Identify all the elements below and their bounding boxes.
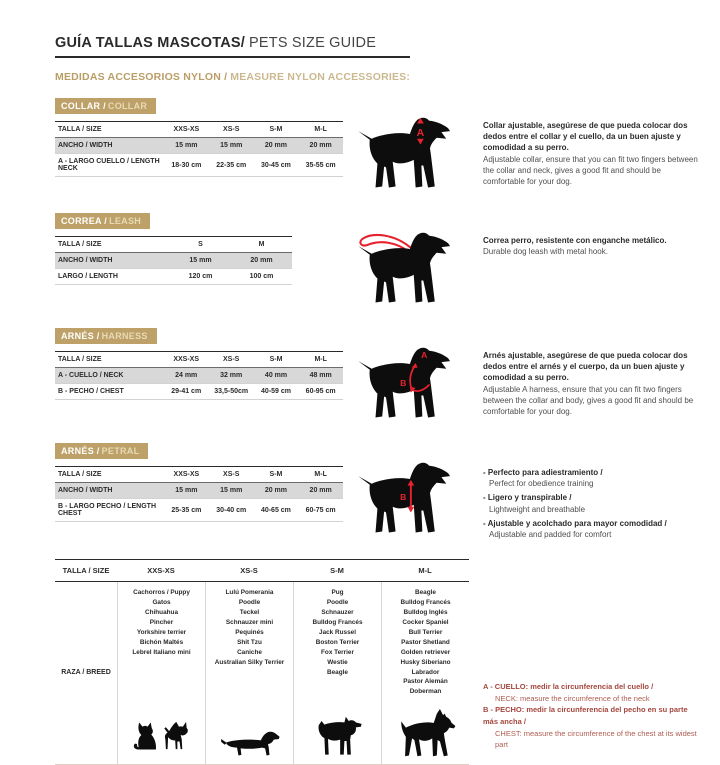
size-table: [55, 466, 343, 522]
breed-table: [55, 559, 469, 765]
size-table: [55, 121, 343, 177]
size-header-cell: S-M: [254, 122, 299, 138]
table-row: [55, 154, 343, 177]
size-header-label: TALLA / SIZE: [55, 122, 164, 138]
size-table: [55, 351, 343, 400]
breed-name: Australian Silky Terrier: [214, 658, 285, 666]
breed-column: [381, 582, 469, 764]
breed-silhouettes: [294, 699, 381, 764]
harness-badge-es: ARNÉS /: [61, 331, 100, 341]
dog-leash-icon: [354, 227, 462, 313]
table-row: [55, 269, 292, 285]
breed-name: Pastor Shetland: [401, 638, 450, 646]
collar-badge-es: COLLAR /: [61, 101, 106, 111]
size-header-cell: S: [170, 237, 231, 253]
size-header-cell: XS-S: [209, 467, 254, 483]
leash-dog-illustration: [343, 211, 473, 313]
size-header-cell: XS-S: [209, 122, 254, 138]
leash-badge-en: LEASH: [109, 216, 142, 226]
value-cell: 30-45 cm: [254, 154, 299, 177]
cat-silhouette-icon: [132, 711, 158, 761]
value-cell: 35-55 cm: [298, 154, 343, 177]
breed-name: Chihuahua: [144, 608, 179, 616]
size-header-cell: M-L: [298, 467, 343, 483]
breed-header-cell: XXS-XS: [147, 566, 175, 576]
row-label: LARGO / LENGTH: [55, 269, 170, 285]
collar-dog-illustration: [343, 96, 473, 198]
table-row: [55, 253, 292, 269]
value-cell: 15 mm: [209, 483, 254, 499]
breed-name: Teckel: [239, 608, 260, 616]
breed-name: Westie: [327, 658, 348, 666]
size-header-cell: M-L: [298, 122, 343, 138]
size-header-cell: S-M: [254, 352, 299, 368]
breed-name: Jack Russel: [319, 628, 356, 636]
collar-size-table: [55, 121, 343, 177]
breed-section: [55, 559, 702, 765]
breed-header-cell: S-M: [330, 566, 344, 576]
chihuahua-silhouette-icon: [161, 711, 191, 761]
breed-name: Pastor Alemán: [403, 678, 448, 686]
breed-name: Bull Terrier: [408, 628, 443, 636]
breed-silhouettes: [206, 699, 293, 764]
value-cell: 20 mm: [298, 138, 343, 154]
breed-row-label: RAZA / BREED: [61, 668, 111, 676]
schnauzer-silhouette-icon: [313, 711, 363, 761]
breed-name: Lebrel Italiano mini: [132, 648, 191, 656]
value-cell: 15 mm: [164, 138, 209, 154]
value-cell: 15 mm: [170, 253, 231, 269]
value-cell: 48 mm: [298, 368, 343, 384]
row-label: A - CUELLO / NECK: [55, 368, 164, 384]
breed-name: Fox Terrier: [321, 648, 354, 656]
breed-name: Shit Tzu: [237, 638, 262, 646]
value-cell: 20 mm: [298, 483, 343, 499]
table-row: [55, 384, 343, 400]
breed-header-cell: M-L: [418, 566, 432, 576]
row-label: B - LARGO PECHO / LENGTH CHEST: [55, 499, 164, 522]
value-cell: 20 mm: [254, 138, 299, 154]
petral-feature-list: [473, 441, 702, 543]
table-row: [55, 499, 343, 522]
feature-bullet: [483, 492, 702, 514]
note-en: NECK: measure the circumference of the neck: [495, 693, 650, 703]
breed-list: [206, 588, 293, 667]
value-cell: 120 cm: [170, 269, 231, 285]
breed-name: Yorkshire terrier: [136, 628, 187, 636]
breed-name: Poodle: [326, 599, 349, 607]
value-cell: 30-40 cm: [209, 499, 254, 522]
petral-badge-es: ARNÉS /: [61, 446, 100, 456]
breed-name: Beagle: [327, 668, 348, 676]
value-cell: 40-59 cm: [254, 384, 299, 400]
breed-name: Pincher: [149, 618, 174, 626]
collar-badge: [55, 98, 156, 114]
breed-silhouettes: [118, 699, 205, 764]
page-title-en: PETS SIZE GUIDE: [249, 35, 377, 51]
breed-name: Bulldog Inglés: [403, 608, 448, 616]
breed-name: Bichón Maltés: [139, 638, 184, 646]
feature-es: - Perfecto para adiestramiento /: [483, 468, 603, 477]
arrow-down-icon: [408, 507, 415, 513]
harness-desc-es: Arnés ajustable, asegúrese de que pueda colocar dos dedos entre el arnés y el cuerpo, da un buen ajuste y comodidad a su perro.: [483, 351, 688, 383]
measurement-notes: [469, 681, 702, 765]
size-header-cell: M: [231, 237, 292, 253]
leash-desc-en: Durable dog leash with metal hook.: [483, 247, 608, 257]
leash-size-table: [55, 236, 343, 285]
breed-column: [117, 582, 205, 764]
harness-badge: [55, 328, 157, 344]
value-cell: 20 mm: [254, 483, 299, 499]
feature-en: Lightweight and breathable: [489, 504, 586, 514]
breed-header-cell: XS-S: [240, 566, 258, 576]
breed-list: [294, 588, 381, 677]
feature-es: - Ligero y transpirable /: [483, 493, 572, 503]
value-cell: 25-35 cm: [164, 499, 209, 522]
value-cell: 15 mm: [164, 483, 209, 499]
section-leash: [55, 211, 702, 313]
value-cell: 100 cm: [231, 269, 292, 285]
breed-name: Lulú Pomerania: [225, 589, 274, 597]
value-cell: 18-30 cm: [164, 154, 209, 177]
size-header-cell: S-M: [254, 467, 299, 483]
value-cell: 22-35 cm: [209, 154, 254, 177]
breed-name: Boston Terrier: [315, 638, 360, 646]
petral-size-table: [55, 466, 343, 522]
collar-badge-en: COLLAR: [107, 101, 148, 111]
breed-name: Pequinés: [235, 628, 264, 636]
value-cell: 60-75 cm: [298, 499, 343, 522]
breed-silhouettes: [382, 699, 469, 764]
leash-description: [473, 211, 702, 257]
dachshund-silhouette-icon: [219, 727, 281, 761]
breed-name: Beagle: [415, 589, 436, 597]
breed-name: Golden retriever: [400, 648, 451, 656]
breed-name: Caniche: [237, 648, 262, 656]
size-header-label: TALLA / SIZE: [55, 237, 170, 253]
page-subtitle: [55, 71, 702, 83]
harness-size-table: [55, 351, 343, 400]
note-en: CHEST: measure the circumference of the chest at its widest part: [495, 728, 697, 750]
measure-marker-a: A: [416, 126, 425, 139]
dog-collar-icon: [354, 112, 462, 198]
section-harness: [55, 326, 702, 428]
note-es: B - PECHO: medir la circunferencia del pecho en su parte más ancha /: [483, 705, 688, 726]
breed-column: [293, 582, 381, 764]
value-cell: 40 mm: [254, 368, 299, 384]
value-cell: 24 mm: [164, 368, 209, 384]
harness-dog-illustration: [343, 326, 473, 428]
value-cell: 32 mm: [209, 368, 254, 384]
petral-dog-illustration: [343, 441, 473, 543]
harness-description: [473, 326, 702, 417]
page-subtitle-en: MEASURE NYLON ACCESSORIES:: [230, 71, 411, 83]
measure-marker-b: B: [400, 377, 407, 388]
table-row: [55, 138, 343, 154]
breed-table-header: [55, 559, 469, 582]
breed-list: [382, 588, 469, 697]
harness-desc-en: Adjustable A harness, ensure that you can fit two fingers between the collar and body, gives a good fit and should be comfortable for your dog.: [483, 384, 694, 416]
dog-harness-icon: [354, 342, 462, 428]
row-label: B - PECHO / CHEST: [55, 384, 164, 400]
breed-list: [118, 588, 205, 657]
value-cell: 40-65 cm: [254, 499, 299, 522]
feature-en: Perfect for obedience training: [489, 479, 594, 489]
table-row: [55, 368, 343, 384]
value-cell: 60-95 cm: [298, 384, 343, 400]
size-header-cell: M-L: [298, 352, 343, 368]
leash-badge-es: CORREA /: [61, 216, 108, 226]
doberman-silhouette-icon: [395, 705, 457, 761]
breed-table-body: [55, 582, 469, 765]
breed-header-cell: TALLA / SIZE: [62, 566, 110, 576]
leash-desc-es: Correa perro, resistente con enganche metálico.: [483, 236, 667, 245]
measure-marker-b: B: [400, 492, 407, 502]
measure-marker-a: A: [421, 350, 428, 361]
row-label: ANCHO / WIDTH: [55, 483, 164, 499]
size-header-cell: XXS-XS: [164, 352, 209, 368]
page-title: [55, 35, 410, 58]
size-table: [55, 236, 292, 285]
feature-bullet: [483, 518, 702, 540]
harness-badge-en: HARNESS: [101, 331, 148, 341]
page-subtitle-es: MEDIDAS ACCESORIOS NYLON /: [55, 71, 228, 83]
note-es: A - CUELLO: medir la circunferencia del cuello /: [483, 682, 654, 692]
collar-description: [473, 96, 702, 187]
breed-name: Poodle: [238, 599, 261, 607]
value-cell: 33,5-50cm: [209, 384, 254, 400]
breed-name: Gatos: [152, 599, 171, 607]
value-cell: 15 mm: [209, 138, 254, 154]
table-row: [55, 483, 343, 499]
breed-name: Labrador: [411, 668, 440, 676]
breed-name: Schnauzer mini: [225, 618, 274, 626]
value-cell: 29-41 cm: [164, 384, 209, 400]
petral-badge: [55, 443, 148, 459]
breed-name: Schnauzer: [321, 608, 354, 616]
feature-bullet: [483, 467, 702, 489]
row-label: A - LARGO CUELLO / LENGTH NECK: [55, 154, 164, 177]
size-header-label: TALLA / SIZE: [55, 467, 164, 483]
feature-es: - Ajustable y acolchado para mayor comodidad /: [483, 518, 667, 528]
size-header-label: TALLA / SIZE: [55, 352, 164, 368]
breed-name: Bulldog Francés: [312, 618, 363, 626]
breed-name: Husky Siberiano: [400, 658, 451, 666]
size-header-cell: XXS-XS: [164, 122, 209, 138]
value-cell: 20 mm: [231, 253, 292, 269]
row-label: ANCHO / WIDTH: [55, 138, 164, 154]
section-collar: [55, 96, 702, 198]
section-petral: [55, 441, 702, 543]
collar-desc-en: Adjustable collar, ensure that you can fit two fingers between the collar and neck, gives a good fit and should be comfortable for your dog.: [483, 154, 698, 186]
leash-badge: [55, 213, 150, 229]
dog-petral-icon: [354, 457, 462, 543]
row-label: ANCHO / WIDTH: [55, 253, 170, 269]
breed-name: Bulldog Francés: [400, 599, 451, 607]
size-header-cell: XS-S: [209, 352, 254, 368]
breed-name: Cachorros / Puppy: [133, 589, 190, 597]
petral-badge-en: PETRAL: [101, 446, 140, 456]
breed-name: Cocker Spaniel: [402, 618, 449, 626]
breed-column: [205, 582, 293, 764]
size-header-cell: XXS-XS: [164, 467, 209, 483]
page-title-es: GUÍA TALLAS MASCOTAS/: [55, 35, 246, 51]
breed-name: Pug: [331, 589, 344, 597]
feature-en: Adjustable and padded for comfort: [489, 529, 612, 539]
collar-desc-es: Collar ajustable, asegúrese de que pueda colocar dos dedos entre el collar y el cuello, da un buen ajuste y comodidad a su perro.: [483, 121, 688, 153]
breed-name: Doberman: [409, 688, 442, 696]
